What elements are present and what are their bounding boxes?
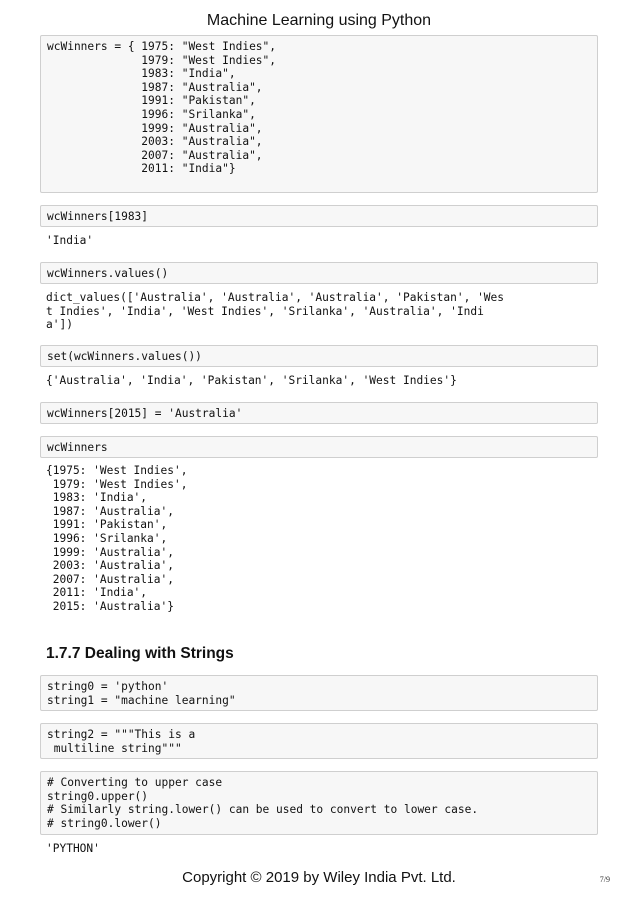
- code-cell-set-values[interactable]: set(wcWinners.values()): [40, 345, 598, 367]
- output-index-1983: 'India': [46, 234, 94, 247]
- code-cell-values[interactable]: wcWinners.values(): [40, 262, 598, 284]
- footer-copyright: Copyright © 2019 by Wiley India Pvt. Ltd.: [182, 869, 456, 886]
- code-cell-assign-2015[interactable]: wcWinners[2015] = 'Australia': [40, 402, 598, 424]
- page-title: Machine Learning using Python: [206, 12, 432, 29]
- code-cell-multiline-string[interactable]: string2 = """This is a multiline string""": [40, 723, 598, 759]
- code-cell-upper-case[interactable]: # Converting to upper case string0.upper() # Similarly string.lower() can be used to convert to lower case. # string0.lower(): [40, 771, 598, 835]
- code-cell-wcwinners[interactable]: wcWinners: [40, 436, 598, 458]
- code-cell-wcwinners-dict[interactable]: wcWinners = { 1975: "West Indies", 1979: "West Indies", 1983: "India", 1987: "Australia", 1991: "Pakistan", 1996: "Srilanka", 1999: "Australia", 2003: "Australia", 2007: "Australia", 2011: "India"}: [40, 35, 598, 193]
- code-cell-index-1983[interactable]: wcWinners[1983]: [40, 205, 598, 227]
- output-values: dict_values(['Australia', 'Australia', 'Australia', 'Pakistan', 'Wes t Indies', 'India', 'West Indies', 'Srilanka', 'Australia', 'Indi a']): [46, 291, 505, 332]
- output-set-values: {'Australia', 'India', 'Pakistan', 'Srilanka', 'West Indies'}: [46, 374, 457, 387]
- output-wcwinners: {1975: 'West Indies', 1979: 'West Indies', 1983: 'India', 1987: 'Australia', 1991: 'Pakistan', 1996: 'Srilanka', 1999: 'Australia', 2003: 'Australia', 2007: 'Australia', 2011: 'India', 2015: 'Australia'}: [46, 464, 188, 613]
- code-cell-strings[interactable]: string0 = 'python' string1 = "machine learning": [40, 675, 598, 711]
- section-heading: 1.7.7 Dealing with Strings: [46, 645, 234, 662]
- output-upper-case: 'PYTHON': [46, 842, 100, 855]
- page-number: 7/9: [599, 875, 610, 884]
